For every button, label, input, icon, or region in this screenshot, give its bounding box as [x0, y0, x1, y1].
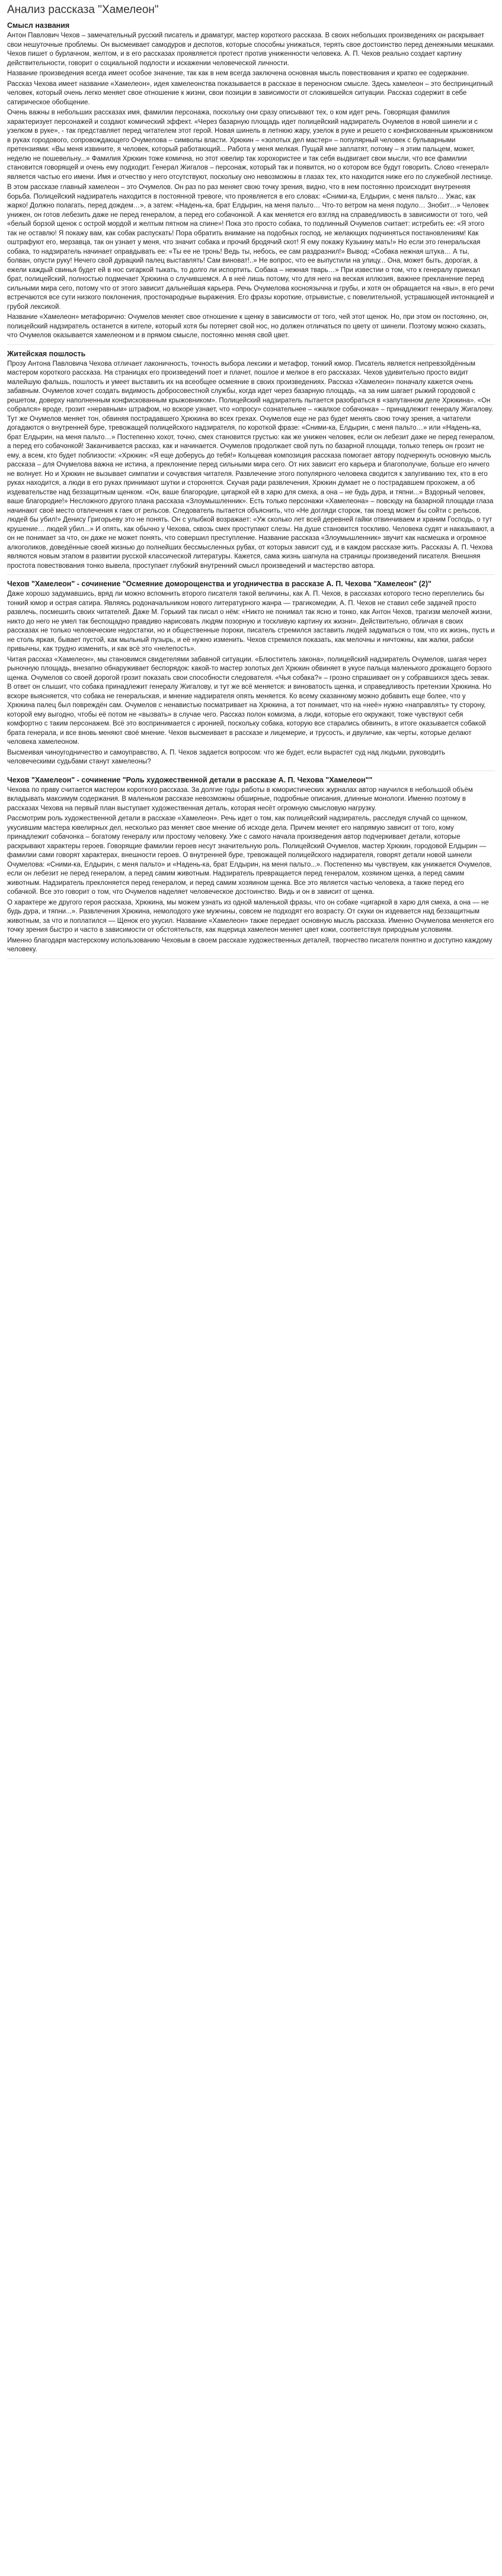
- section-essay-1: [7, 580, 495, 771]
- section-title: Смысл названия: [7, 21, 70, 30]
- paragraph: Название «Хамелеон» метафорично: Очумелов меняет свое отношение к щенку в зависимости от того, чей этот щенок. Но, при этом он постоянно, он, полицейский надзиратель останется в кителе, который хотя бы потеряет свой нос, но должен отличаться по цвету от шинели. Поэтому можно сказать, что Очумелов оказывается хамелеоном и в прямом смысле, постоянно меняя свой цвет.: [7, 314, 489, 339]
- paragraph: Рассказ Чехова имеет название «Хамелеон», идея хамелеонства показывается в рассказе в переносном смысле. Здесь хамелеон – это беспринципный человек, который очень легко меняет свое отношение к жизни, свои позиции в зависимости от сложившейся ситуации. Рассказ содержит в себе сатирическое обобщение.: [7, 80, 493, 106]
- page-title: Анализ рассказа "Хамелеон": [7, 4, 159, 16]
- paragraph: Даже хорошо задумавшись, вряд ли можно вспомнить второго писателя такой величины, как А. П. Чехов, в рассказах которого тесно переплелись бы тонкий юмор и острая сатира. Являясь родоначальником нового литературного жанра — трагикомедии, А. П. Чехов не ставил себе задачей просто развлечь, посмешить своих читателей. Даже М. Горький так писал о нём: «Никто не понимал так ясно и тонко, как Антон Чехов, трагизм мелочей жизни, никто до него не умел так беспощадно правдиво нарисовать людям позорную и тоскливую картину их жизни». Действительно, обличая в своих рассказах не только человеческие недостатки, но и общественные пороки, писатель стремился заставить людей задуматься о том, что их жизнь, пусть и не столь яркая, бывает пустой, как мыльный пузырь, и её нужно изменить. Чехов стремился показать, как мелочны и ничтожны, как жалки, рабски привычны, как трудно изменить, и как всё это «нелепость».: [7, 590, 495, 653]
- section-title: Чехов "Хамелеон" - сочинение "Осмеяние доморощенства и угодничества в рассказе А. П. Чехова "Хамелеон" (2)": [7, 580, 431, 588]
- paragraph: Антон Павлович Чехов – замечательный русский писатель и драматург, мастер короткого рассказа. В своих небольших произведениях он раскрывает свои нешуточные проблемы. Он высмеивает самодуров и деспотов, которые способны унижаться, терять свое достоинство перед денежными мешками. Чехов пишет о бурлачном, желтом, и в его рассказах проявляется протест против униженности человека. А. П. Чехов реально создает картину действительности, говорит о социальной подлости и искажении человеческой личности.: [7, 32, 495, 67]
- paragraph: Читая рассказ «Хамелеон», мы становимся свидетелями забавной ситуации. «Блюститель закона», полицейский надзиратель Очумелов, шагая через рыночную площадь, внезапно обнаруживает беспорядок: какой-то мастер золотых дел Хрюкин обвиняет в укусе пальца маленького дрожащего борзого щенка. Очумелов со своей дорогой грозит показать свои способности следователя. «Чья собака?» – грозно спрашивает он у собравшихся здесь зевак. В ответ он слышит, что собака принадлежит генералу Жигалову, и тут же всё меняется: и виноватость щенка, и справедливость претензии Хрюкина. Но вскоре выясняется, что собака не генеральская, и мнение надзирателя опять меняется. Ко всему сказанному можно добавить еще более, что у Хрюкина палец был повреждён сам. Очумелов с ненавистью посматривает на Хрюкина, а тот понимает, что на «неё» нужно «направлять» ту сторону, которой ему выгодно, чтобы её потом не «вызвать» в случае чего. Рассказ полон комизма, а люди, которые его окружают, тоже чувствуют себя комфортно с таким персонажем. Всё это воспринимается с иронией, поскольку собака, которую все старались обвинить, в итоге оказывается собакой брата генерала, и все вновь меняют своё мнение. Чехов высмеивает в рассказе и лицемерие, и трусость, и двуличие, как черты, которые делают человека хамелеоном.: [7, 656, 492, 746]
- paragraph: Высмеивая чиноугодничество и самоуправство, А. П. Чехов задается вопросом: что же будет, если вырастет суд над людьми, руководить человеческими судьбами станут хамелеоны?: [7, 749, 446, 765]
- section-essay-2: [7, 776, 495, 959]
- paragraph: Чехова по праву считается мастером короткого рассказа. За долгие годы работы в юмористических журналах автор научился в небольшой объём вкладывать максимум содержания. В маленьком рассказе невозможны обширные, подробные описания, длинные монологи. Именно поэтому в рассказах Чехова на первый план выступает художественная деталь, которая несёт огромную смысловую нагрузку.: [7, 786, 473, 812]
- section-title: Житейская пошлость: [7, 349, 86, 358]
- paragraph: Название произведения всегда имеет особое значение, так как в нем всегда заключена основная мысль повествования и кратко ее содержание.: [7, 70, 469, 77]
- paragraph: В этом рассказе главный хамелеон – это Очумелов. Он раз по раз меняет свою точку зрения, видно, что в нем постоянно происходит внутренняя борьба. Полицейский надзиратель находится в постоянной тревоге, что проявляется в его словах: «Сними-ка, Елдырин, с меня пальто… Ужас, как жарко! Должно полагать, перед дождем…», а затем: «Надень-ка, брат Елдырин, на меня пальто… Что-то ветром на меня подуло… Знобит…» Человек унижен, он готов лебезить даже не перед генералом, а перед его собачонкой. А как меняется его взгляд на справедливость в зависимости от того, чей «белый борзой щенок с острой мордой и желтым пятном на спине»! Пока это просто собака, то подлинный Очумелов считает: истребить ее: «Я этого так не оставлю! Я покажу вам, как собак распускать! Пора обратить внимание на подобных господ, не желающих подчиняться постановлениям! Как оштрафуют его, мерзавца, так он узнает у меня, что значит собака и прочий бродячий скот! Я ему покажу Кузькину мать!» Но если это генеральская собака, то надзиратель начинает оправдывать ее: «Ты ее не тронь! Ведь ты, небось, ее сам раздразнил!» Вывод: «Собака нежная штука… А ты, болван, опусти руку! Нечего свой дурацкий палец выставлять! Сам виноват!..» Не вопрос, что ее выпустили на улицу... Она, может быть, дорогая, а ежели каждый свинья будет ей в нос сигаркой тыкать, то долго ли испортить. Собака – нежная тварь…» При известии о том, что к генералу приехал брат, полицейский, полностью подмечает Хрюкина о случившемся. А в неё лишь потому, что для него на веская иллюзия, важнее прекланение перед сильными мира сего, потому что от этого зависит дальнейшая карьера. Речь Очумелова косноязычна и грубы, и хотя он обращается на «вы», в его речи встречаются все сути низкого поклонения, простонародные выражения. Его фразы короткие, отрывистые, с повелительной, устрашающей интонацией и грубой лексикой.: [7, 184, 494, 311]
- section-vulgarity: [7, 350, 495, 576]
- section-title: Чехов "Хамелеон" - сочинение "Роль художественной детали в рассказе А. П. Чехова "Хамелеон"": [7, 775, 373, 784]
- article: [0, 0, 502, 959]
- paragraph: Прозу Антона Павловича Чехова отличает лаконичность, точность выбора лексики и метафор, тонкий юмор. Писатель является непревзойдённым мастером короткого рассказа. На страницах его произведений поет и плачет, пошлое и мелкое в его рассказах. Чехов удивительно просто видит малейшую фальшь, пошлость и умеет выставить их на всеобщее осмеяние в своих произведениях. Рассказ «Хамелеон» поначалу кажется очень забавным. Очумелов хочет создать видимость добросовестной службы, когда идет через базарную площадь, «а за ним шагает рыжий городовой с решетом, доверху наполненным конфискованным крыжовником». Полицейский надзиратель пытается разобраться в «запутанном деле Хрюкина». «Он собрался» вроде, грозит «неравным» штрафом, но вскоре узнает, что «опросу» сознательнее – «жалкое собачонка» – принадлежит генералу Жигалову. Тут же Очумелов меняет тон, обвиняя пострадавшего Хрюкина во всех грехах. Очумелов еще не раз будет менять свою точку зрения, а читатели догадаются о внутренней буре, тревожащей полицейского надзирателя, по короткой фразе: «Сними-ка, Елдырин, с меня пальто…» или «Надень-ка, брат Елдырин, на меня пальто…» Постепенно хохот, точно, смех становится грустью: как же унижен человек, если он лебезит даже не перед генералом, а перед его собачонкой! Заканчивается рассказ, как и начинается. Очумелов продолжает свой путь по базарной площади, только теперь он грозит не ему, а всем, кто будет поблизости: «Хрюкин: «Я еще доберусь до тебя!» Кольцевая композиция рассказа помогает автору подчеркнуть основную мысль рассказа – для Очумелова важна не истина, а преклонение перед сильными мира сего. От них зависит его карьера и благополучие, больше его ничего не волнует. Но и Хрюкин не вызывает симпатии и сочувствия читателя. Развлечение этого популярного человека сводится к запугиванию тех, кто в его руках находится, а люди в его руках принимают шутки и сторонятся. Скучая ради развлечения, Хрюкин думает не о пострадавшем прохожем, а об издевательстве над беззащитным щенком. «Он, ваше благородие, цигаркой ей в харю для смеха, а она – не будь дура, и тяпни...» Вздорный человек, ваше благородие!» Несложного другого плана рассказа «Злоумышленник». Есть только персонажи «Хамелеона» – повсюду на базарной площади глаза начинают своё место отвлечения к гаек от рельсов. Следователь пытается объяснить, что «Не догляди сторож, так поезд может бы сойти с рельсов, людей бы убил!» Денису Григорьеву это не понять. Он с улыбкой возражает: «Уж сколько лет всей деревней гайки отвинчиваем и храним Господь, о тут крушение… людей убил...» И опять, как обычно у Чехова, сквозь смех проступают слезы. На душе становится тоскливо. Человека судят и наказывают, а он не понимает за что, он даже не может понять, что совершил преступление. Название рассказа «Злоумышленник» звучит как насмешка и огромное алкоголиков, доведённые своей жизнью до полнейших бессмысленных рубах, от которых зависит суд, и в каждом рассказе жить. Рассказы А. П. Чехова являются новым этапом в развитии русской классической литературы. Кажется, сама жизнь шагнула на страницы произведений писателя. Внешняя простота повествования тонко вывела, проступает глубокий внутренний смысл произведений и мастерство автора.: [7, 360, 495, 570]
- paragraph: Очень важны в небольших рассказах имя, фамилии персонажа, поскольку они сразу описывают тех, о ком идет речь. Говорящая фамилия характеризует персонажей и создают комический эффект. «Через базарную площадь идет полицейский надзиратель Очумелов в новой шинели и с узелком в руке», - так представляет перед читателем этот герой. Новая шинель в летнюю жару, узелок в руке и решето с конфискованным крыжовником в руках городового, сопровождающего Очумелова – символы власти. Хрюкин – «золотых дел мастер» – популярный человек с бульварными претензиями: «Вы меня извините, я человек, который работающий... Работа у меня мелкая. Пущай мне заплатят, потому – я этим пальцем, может, неделю не пошевельну...» Фамилия Хрюкин тоже комична, но этот ювелир так хорохористее и так себя выдвигает свои мысли, что все фамилии становится говорящей и очень ему подходит. Генерал Жигалов – персонаж, который так и появится, но о котором все будут говорить. Слово «генерал» является частью его имени. Имя и отчество у него отсутствуют, поскольку оно невозможны в глазах тех, кто находится ниже его по служебной лестнице.: [7, 109, 493, 181]
- paragraph: Именно благодаря мастерскому использованию Чеховым в своем рассказе художественных деталей, творчество писателя понятно и доступно каждому человеку.: [7, 937, 493, 953]
- section-meaning: [7, 21, 495, 345]
- paragraph: О характере же другого героя рассказа, Хрюкина, мы можем узнать из одной маленькой фразы, что он собаке «цигаркой в харю для смеха, а она — не будь дура, и тяпни...». Развлечения Хрюкина, немолодого уже мужчины, совсем не подходят его возрасту. От скуки он издевается над беззащитным животным, за что и поплатился — Щенок его укусил. Название «Хамелеон» также передает основную мысль рассказа. Именно Очумелова меняется его точку зрения быстро и часто в зависимости от обстоятельств, как ящерица хамелеон меняет цвет кожи, соответствуя природным условиям.: [7, 899, 494, 934]
- paragraph: Рассмотрим роль художественной детали в рассказе «Хамелеон». Речь идет о том, как полицейский надзиратель, расследуя случай со щенком, укусившим мастера ювелирных дел, несколько раз меняет свое мнение об исходе дела. Причем меняет его напрямую зависит от того, кому принадлежит собачонка – богатому генералу или простому человеку. Уже с самого начала произведения автор подчеркивает детали, которые раскрывают характеры героев. Говорящие фамилии героев несут значительную роль. Полицейский Очумелов, мастер Хрюкин, городовой Елдырин — фамилии сами говорят характерах, внешности героев. О внутренней буре, тревожащей полицейского надзирателя, говорят детали новой шинели Очумелова: «Сними-ка, Елдырин, с меня пальто» и «Надень-ка, брат Елдырин, на меня пальто...». Постепенно мы чувствуем, как унижается Очумелов, если он лебезит не перед генералом, а перед самим животным. Надзиратель превращается перед генералом, хозяином щенка, а перед самим животным. Надзиратель преклоняется перед генералом, и перед самим хозяином щенка. Все это является частью человека, а также перед его собачкой. Все это говорит о том, что Очумелов наделяет человеческое достоинство. Видь и он в зависит от щенка.: [7, 815, 492, 896]
